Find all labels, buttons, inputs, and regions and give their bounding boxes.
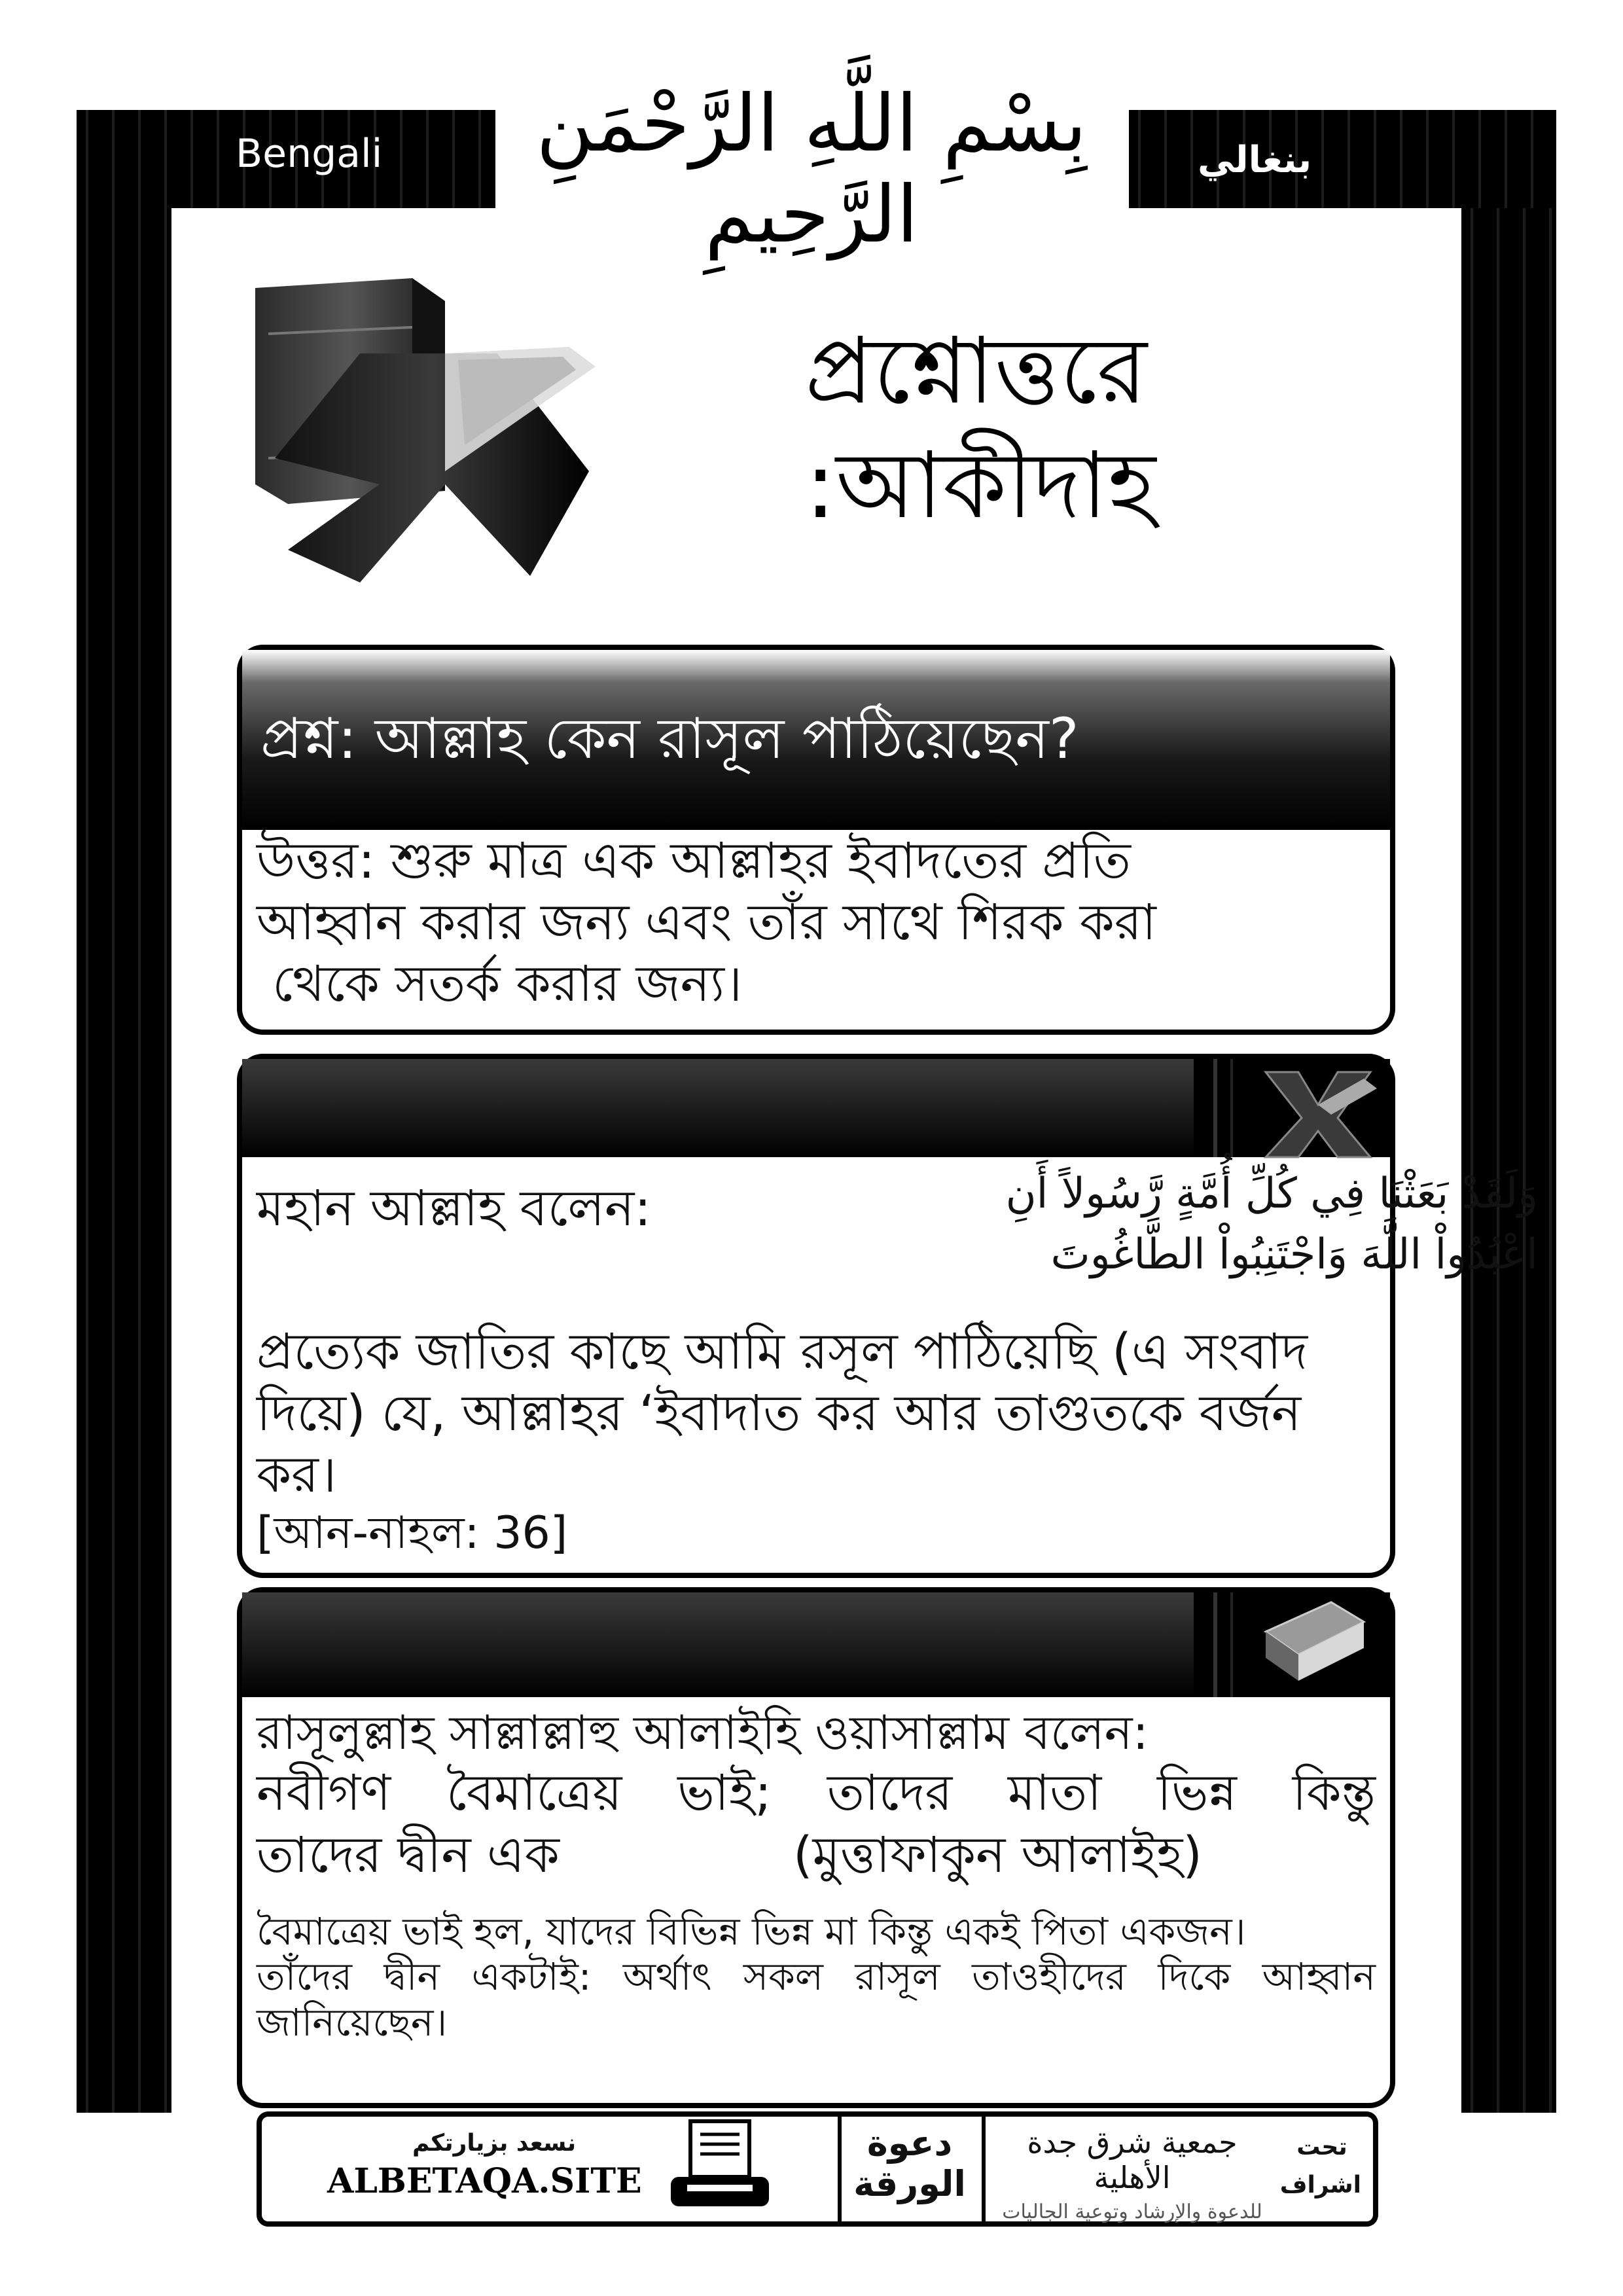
arabic-verse — [962, 1164, 1538, 1285]
org-name: جمعية شرق جدة الأهلية — [1027, 2125, 1238, 2195]
title-line-1: প্রশ্নোত্তরে — [805, 318, 1147, 425]
site-link[interactable]: ALBETAQA.SITE — [327, 2161, 642, 2201]
verse-header — [242, 1059, 1390, 1157]
translation-line: প্রত্যেক জাতির কাছে আমি রসূল পাঠিয়েছি (এ সংবাদ — [257, 1322, 1308, 1380]
note-line: তাঁদের দ্বীন একটাই: অর্থাৎ সকল রাসূল তাওহীদের দিকে আহ্বান — [257, 1954, 1376, 2000]
under-label: تحت — [1296, 2134, 1347, 2161]
page-title — [805, 314, 1156, 543]
footer — [257, 2111, 1378, 2227]
question-header — [242, 650, 1390, 830]
language-label-ar: بنغالي — [1198, 139, 1312, 181]
question-text: প্রশ্ন: আল্লাহ কেন রাসূল পাঠিয়েছেন? — [260, 706, 1079, 772]
hadith-source: (মুত্তাফাকুন আলাইহ) — [793, 1825, 1202, 1884]
verse-translation — [242, 1321, 1397, 1561]
note-line: জানিয়েছেন। — [257, 2000, 448, 2045]
printer-icon[interactable] — [668, 2118, 772, 2216]
frame-left — [77, 110, 171, 2113]
note-line: বৈমাত্রেয় ভাই হল, যাদের বিভিন্ন ভিন্ন মা কিন্তু একই পিতা একজন। — [257, 1909, 1246, 1954]
org-logo — [995, 2125, 1270, 2223]
question-card — [237, 645, 1395, 1035]
supervision-label: اشراف — [1279, 2171, 1361, 2198]
quran-verse-card — [237, 1054, 1538, 1578]
arabic-verse-line: اعْبُدُواْ اللَّهَ وَاجْتَنِبُواْ الطَّاغُوتَ — [1050, 1230, 1538, 1279]
answer-text — [242, 830, 1390, 1015]
hadith-text-end: তাদের দ্বীন এক — [257, 1825, 560, 1884]
verse-header-decoration — [1194, 1059, 1390, 1157]
answer-line: থেকে সতর্ক করার জন্য। — [257, 954, 743, 1013]
bismillah-calligraphy: بِسْمِ اللَّهِ الرَّحْمَنِ الرَّحِيمِ — [536, 79, 1087, 260]
under-supervision — [1279, 2128, 1361, 2204]
frame-right — [1461, 110, 1556, 2113]
arabic-verse-line: وَلَقَدْ بَعَثْنَا فِي كُلِّ أُمَّةٍ رَّسُولاً أَنِ — [1005, 1170, 1538, 1218]
top-bar-right — [1129, 110, 1556, 208]
hadith-line: নবীগণ বৈমাত্রেয় ভাই; তাদের মাতা ভিন্ন কিন্তু — [257, 1763, 1376, 1822]
hadith-header — [242, 1592, 1390, 1697]
visit-text: نسعد بزيارتكم — [412, 2130, 577, 2157]
org-subtitle: للدعوة والإرشاد وتوعية الجاليات — [1002, 2200, 1262, 2223]
hadith-body — [242, 1697, 1390, 2046]
hadith-note — [257, 1909, 1376, 2046]
footer-divider — [982, 2117, 986, 2221]
answer-line: আহ্বান করার জন্য এবং তাঁর সাথে শিরক করা — [257, 893, 1156, 952]
quran-on-stand-image — [249, 275, 602, 602]
answer-line: উত্তর: শুরু মাত্র এক আল্লাহর ইবাদতের প্রতি — [257, 831, 1131, 889]
translation-line: কর। — [257, 1445, 337, 1504]
book-icon — [1240, 1592, 1377, 1697]
verse-intro: মহান আল্লাহ বলেন: — [257, 1179, 651, 1237]
hadith-header-decoration — [1194, 1592, 1390, 1697]
hadith-card — [237, 1587, 1395, 2108]
hadith-line — [257, 1824, 1376, 1886]
hadith-intro: রাসূলুল্লাহ সাল্লাল্লাহু আলাইহি ওয়াসাল্লাম বলেন: — [257, 1705, 1149, 1760]
verse-reference: [আন-নাহল: 36] — [257, 1507, 568, 1559]
dawah-logo: دعوة الورقة — [853, 2123, 966, 2205]
language-label-en: Bengali — [236, 131, 383, 177]
title-line-2: :আকীদাহ — [805, 433, 1156, 539]
x-stand-icon — [1240, 1059, 1383, 1157]
footer-divider — [838, 2117, 842, 2221]
translation-line: দিয়ে) যে, আল্লাহর ‘ইবাদাত কর আর তাগুতকে বর্জন — [257, 1384, 1302, 1443]
